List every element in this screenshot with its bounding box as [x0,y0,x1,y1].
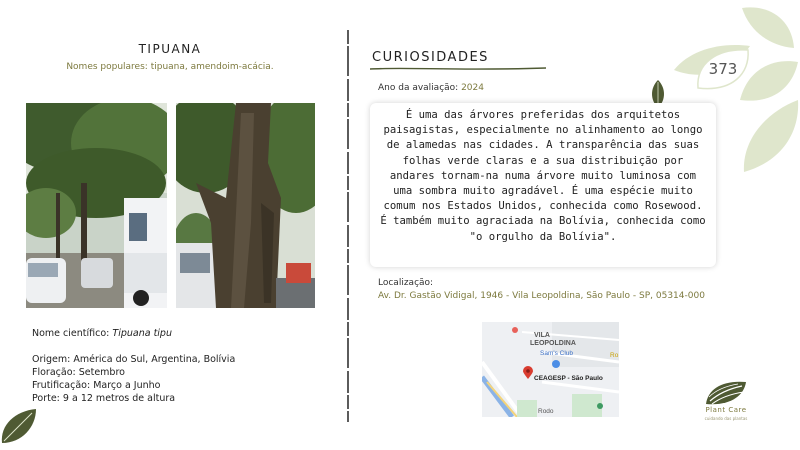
tree-photo-trunk [176,103,315,308]
popular-names-value: tipuana, amendoim-acácia. [150,62,274,72]
evaluation-year-value: 2024 [461,83,484,93]
fruiting-label: Frutificação: [32,380,91,391]
curiosities-title: CURIOSIDADES [372,50,489,65]
flowering-row [32,367,125,378]
logo-tagline: cuidando das plantas [704,416,748,421]
map-store-label: Sam's Club [540,350,574,357]
fruiting-row [32,380,160,391]
size-value: 9 a 12 metros de altura [62,393,176,404]
size-label: Porte: [32,393,60,404]
origin-row [32,354,235,365]
tree-photo-street [26,103,167,308]
flowering-value: Setembro [78,367,125,378]
location-map[interactable] [482,322,619,417]
map-district-line2: LEOPOLDINA [530,340,576,347]
evaluation-year [378,83,484,93]
location-address: Av. Dr. Gastão Vidigal, 1946 - Vila Leopoldina, São Paulo - SP, 05314-000 [378,291,705,301]
tree-name-title: TIPUANA [138,42,202,56]
popular-names-label: Nomes populares: [66,62,148,72]
map-place-label: CEAGESP - São Paulo [534,375,603,382]
map-road-label: Rodo [538,408,554,415]
evaluation-year-label: Ano da avaliação: [378,83,459,93]
leaf-icon-bottom-left [0,405,40,445]
map-pin-icon [523,366,533,379]
popular-names [0,62,340,72]
plant-care-logo-icon [704,380,748,406]
logo-name: Plant Care [705,406,747,414]
curiosities-text: É uma das árvores preferidas dos arquitetos paisagistas, especialmente no alinhamento ao longo de alamedas nas cidades. A transparência das suas folhas verde claras e a sua distribuição por andares tornam-na numa árvore muito luminosa com uma sombra muito agradável. É uma espécie muito comum nos Estados Unidos, conhecida como Rosewood. É também muito agraciada na Bolívia, conhecida como "o orgulho da Bolívia". [380,109,706,243]
page-number-badge: 373 [708,60,738,78]
scientific-name-value: Tipuana tipu [112,328,172,339]
fruiting-value: Março a Junho [93,380,161,391]
origin-label: Origem: [32,354,71,365]
scientific-name [32,328,172,339]
map-district-line1: VILA [534,332,550,339]
column-divider [347,30,349,422]
scientific-name-label: Nome científico: [32,328,110,339]
location-label: Localização: [378,278,434,288]
title-underline [370,66,546,72]
map-side-label: Ro [610,352,619,359]
flowering-label: Floração: [32,367,76,378]
origin-value: América do Sul, Argentina, Bolívia [73,354,236,365]
size-row [32,393,175,404]
